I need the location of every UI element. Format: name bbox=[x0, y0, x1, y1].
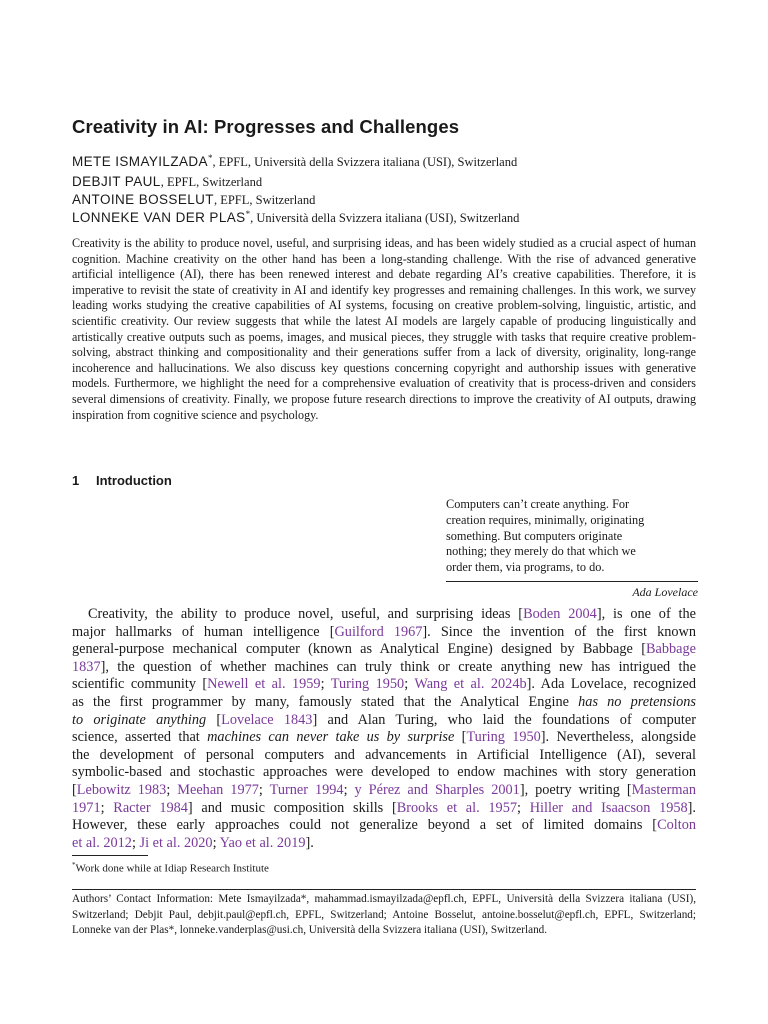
body-line bbox=[88, 605, 696, 623]
citation-link[interactable]: Newell et al. 1959 bbox=[207, 676, 321, 693]
citation-link[interactable]: Meehan 1977 bbox=[177, 782, 259, 798]
body-text-segment: ; bbox=[320, 676, 331, 693]
paper-title: Creativity in AI: Progresses and Challenges bbox=[72, 116, 460, 137]
body-text-segment: However, these early approaches could not generalize beyond a set of limited domains [ bbox=[72, 817, 658, 834]
body-text-segment: ] and music composition skills [ bbox=[187, 799, 397, 816]
body-text-segment: has no pretensions bbox=[578, 694, 696, 710]
citation-link[interactable]: Babbage bbox=[645, 641, 696, 658]
author-mark: * bbox=[245, 209, 251, 219]
body-text-segment: ] and Alan Turing, who laid the foundations of computer bbox=[312, 711, 696, 728]
body-text-segment: ]. bbox=[305, 834, 314, 851]
footnote-rule bbox=[72, 855, 148, 856]
citation-link[interactable]: Boden 2004 bbox=[523, 606, 597, 622]
epigraph-attribution: Ada Lovelace bbox=[632, 585, 698, 599]
body-text-segment: symbolic-based and stochastic approaches were developed to endow machines with story generation bbox=[72, 764, 696, 781]
body-text-segment: Creativity, the ability to produce novel, useful, and surprising ideas [ bbox=[88, 606, 524, 622]
footnote bbox=[72, 861, 269, 875]
epigraph-line: nothing; they merely do that which we bbox=[446, 544, 636, 559]
body-line bbox=[72, 746, 696, 764]
abstract: Creativity is the ability to produce novel, useful, and surprising ideas, and has been widely studied as a crucial aspect of human cognition. Machine creativity on the other hand has been a long-standing challenge. With the rise of advanced generative artificial intelligence (AI), there has been renewed interest and debate regarding AI’s creative capabilities. Therefore, it is imperative to revisit the state of creativity in AI and identify key progresses and remaining challenges. In this work, we survey leading works studying the creative capabilities of AI systems, focusing on creative problem-solving, linguistic, artistic, and scientific creativity. Our review suggests that while the latest AI models are largely capable of producing linguistically and artistically creative outputs such as poems, images, and musical pieces, they struggle with tasks that require creative problem-solving, abstract thinking and compositionality and their generations suffer from a lack of diversity, originality, long-range incoherence and hallucinations. We also discuss key questions concerning copyright and authorship issues with generative models. Furthermore, we highlight the need for a comprehensive evaluation of creativity that is process-driven and considers several dimensions of creativity. Finally, we propose future research directions to improve the creativity of AI outputs, drawing inspiration from cognitive science and psychology. bbox=[72, 236, 696, 422]
author-name: LONNEKE VAN DER PLAS bbox=[72, 210, 246, 225]
body-text-segment: as the first programmer by many, famously stated that the Analytical Engine bbox=[72, 694, 579, 710]
citation-link[interactable]: Hiller and Isaacson 1958 bbox=[529, 799, 688, 816]
epigraph bbox=[446, 497, 698, 576]
citation-link[interactable]: y Pérez and Sharples 2001 bbox=[354, 782, 520, 798]
body-text-segment: major hallmarks of human intelligence [ bbox=[72, 623, 335, 640]
body-text-segment: ]. Ada Lovelace, recognized bbox=[526, 676, 696, 693]
citation-link[interactable]: Turing 1950 bbox=[330, 676, 405, 693]
body-text-segment: ; bbox=[343, 782, 355, 798]
author-mark: * bbox=[207, 153, 213, 163]
section-title: Introduction bbox=[96, 473, 172, 488]
citation-link[interactable]: Guilford 1967 bbox=[334, 623, 423, 640]
body-text-segment: the development of personal computers and advancements in Artificial Intelligence (AI), several bbox=[72, 746, 696, 763]
body-text-segment: to originate anything bbox=[72, 711, 207, 728]
body-text-segment: [ bbox=[206, 711, 222, 728]
body-line bbox=[72, 728, 696, 746]
epigraph-line: something. But computers originate bbox=[446, 528, 623, 543]
citation-link[interactable]: Ji et al. 2020 bbox=[139, 834, 213, 851]
author-line bbox=[72, 173, 262, 190]
body-text-segment: ; bbox=[258, 782, 270, 798]
author-affiliation: , Università della Svizzera italiana (USI), Switzerland bbox=[250, 211, 520, 225]
author-line bbox=[72, 209, 519, 226]
body-text-segment: ; bbox=[166, 782, 178, 798]
body-line bbox=[72, 711, 696, 729]
epigraph-line: creation requires, minimally, originating bbox=[446, 512, 645, 527]
citation-link[interactable]: Lovelace 1843 bbox=[221, 711, 313, 728]
author-name: DEBJIT PAUL bbox=[72, 174, 161, 189]
epigraph-line: Computers can’t create anything. For bbox=[446, 497, 630, 511]
body-text-segment: ], poetry writing [ bbox=[519, 782, 632, 798]
citation-link[interactable]: Brooks et al. 1957 bbox=[396, 799, 517, 816]
author-line bbox=[72, 153, 517, 170]
section-number: 1 bbox=[72, 473, 80, 488]
body-line bbox=[72, 781, 696, 799]
body-text-segment: ], is one of the bbox=[596, 606, 697, 622]
citation-link[interactable]: Masterman bbox=[631, 782, 696, 798]
contact-information: Authors’ Contact Information: Mete Ismayilzada*, mahammad.ismayilzada@epfl.ch, EPFL, Università della Svizzera italiana (USI), Switzerland; Debjit Paul, debjit.paul@epfl.ch, EPFL, Switzerland; Antoine Bosselut, antoine.bosselut@epfl.ch, EPFL, Switzerland; Lonneke van der Plas*, lonneke.vanderplas@usi.ch, Università della Svizzera italiana (USI), Switzerland. bbox=[72, 893, 696, 936]
body-line bbox=[72, 623, 696, 641]
citation-link[interactable]: Racter 1984 bbox=[113, 799, 188, 816]
body-line bbox=[72, 658, 696, 676]
body-text-segment: machines can never take us by surprise bbox=[207, 729, 455, 746]
footnote-text: Work done while at Idiap Research Institute bbox=[75, 862, 269, 875]
body-text-segment: ; bbox=[404, 676, 415, 693]
citation-link[interactable]: 1837 bbox=[72, 658, 101, 675]
citation-link[interactable]: Turner 1994 bbox=[269, 782, 344, 798]
body-line bbox=[72, 640, 696, 658]
author-line bbox=[72, 191, 315, 208]
body-text-segment: ; bbox=[517, 799, 530, 816]
citation-link[interactable]: 1971 bbox=[72, 799, 101, 816]
author-affiliation: , EPFL, Switzerland bbox=[160, 175, 263, 189]
body-line bbox=[72, 763, 696, 781]
body-text-segment: ]. bbox=[687, 799, 697, 816]
body-text-segment: [ bbox=[72, 782, 77, 798]
body-text-segment: [ bbox=[454, 729, 467, 746]
body-line bbox=[72, 693, 696, 711]
epigraph-rule bbox=[446, 581, 698, 582]
author-affiliation: , EPFL, Università della Svizzera italiana (USI), Switzerland bbox=[212, 155, 518, 169]
body-line bbox=[72, 675, 696, 693]
body-text-segment: ; bbox=[212, 834, 220, 851]
epigraph-line: order them, via programs, to do. bbox=[446, 560, 605, 575]
body-text-segment: scientific community [ bbox=[72, 676, 208, 693]
body-line bbox=[72, 834, 696, 852]
body-line bbox=[72, 816, 696, 834]
section-heading bbox=[72, 473, 172, 488]
author-name: ANTOINE BOSSELUT bbox=[72, 192, 214, 207]
body-text-segment: ]. Nevertheless, alongside bbox=[540, 729, 696, 746]
body-text-segment: ; bbox=[131, 834, 140, 851]
citation-link[interactable]: Turing 1950 bbox=[466, 729, 541, 746]
body-text-segment: science, asserted that bbox=[72, 729, 208, 746]
citation-link[interactable]: Lebowitz 1983 bbox=[76, 782, 167, 798]
citation-link[interactable]: Colton bbox=[657, 817, 696, 834]
contact-rule bbox=[72, 889, 696, 890]
body-text-segment: ], the question of whether machines can truly think or create anything new has intrigued the bbox=[100, 658, 696, 675]
body-text-segment: ; bbox=[100, 799, 114, 816]
author-name: METE ISMAYILZADA bbox=[72, 154, 208, 169]
body-line bbox=[72, 799, 696, 817]
body-text-segment: general-purpose mechanical computer (known as Analytical Engine) designed by Babbage [ bbox=[72, 641, 646, 658]
citation-link[interactable]: Wang et al. 2024b bbox=[414, 676, 527, 693]
body-text-segment: ]. Since the invention of the first known bbox=[422, 623, 696, 640]
author-affiliation: , EPFL, Switzerland bbox=[213, 193, 316, 207]
citation-link[interactable]: Yao et al. 2019 bbox=[219, 834, 306, 851]
citation-link[interactable]: et al. 2012 bbox=[72, 834, 132, 851]
footnote-mark: * bbox=[72, 861, 76, 869]
